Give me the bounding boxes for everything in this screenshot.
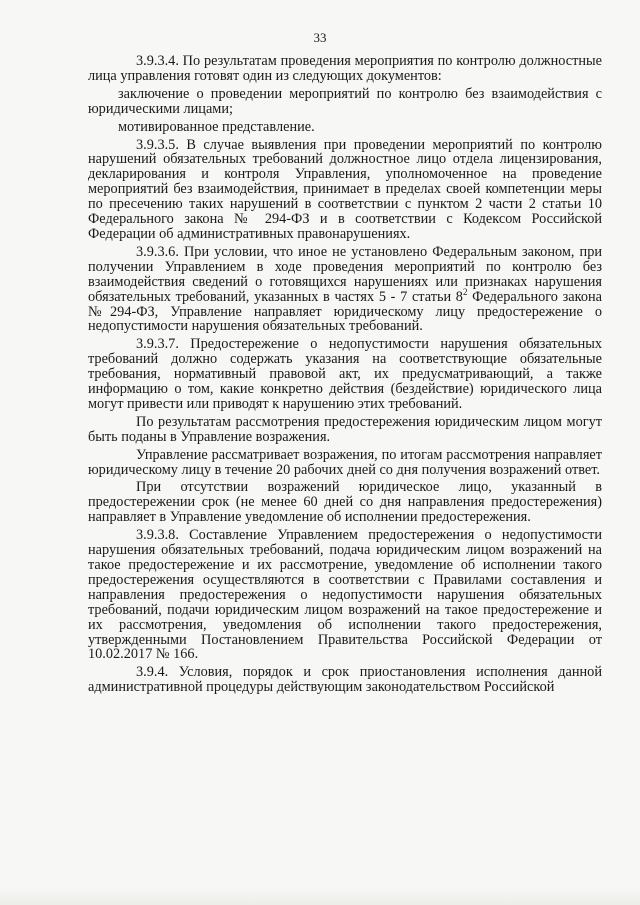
paragraph-3-9-3-6-text-b: Федерального закона №294-ФЗ, Управление направляет юридическому лицу предостережение о недопустимости нарушения обязательных требований. — [88, 288, 603, 335]
paragraph-3-9-3-8: 3.9.3.8. Составление Управлением предостережения о недопустимости нарушения обязательных требований, подача юридическим лицом возражений на такое предостережение и их рассмотрение, уведомление об исполнении такого предостережения осуществляются в соответствии с Правилами составления и направления предостережения о недопустимости нарушения обязательных требований, подачи юридическим лицом возражений на такое предостережение и их рассмотрения, уведомления об исполнении такого предостережения, утвержденными Постановлением Правительства Российской Федерации от 10.02.2017 № 166. — [88, 527, 602, 663]
paragraph-3-9-4: 3.9.4. Условия, порядок и срок приостановления исполнения данной административной процедуры действующим законодательством Российской — [88, 664, 602, 696]
scan-edge-shading — [0, 887, 640, 905]
page-number: 33 — [313, 30, 327, 45]
paragraph-3-9-3-4: 3.9.3.4. По результатам проведения мероприятия по контролю должностные лица управления готовят один из следующих документов: — [88, 53, 602, 84]
paragraph-3-9-3-6 — [88, 245, 602, 334]
paragraph-objections-filed: По результатам рассмотрения предостережения юридическим лицом могут быть поданы в Управление возражения. — [88, 413, 602, 445]
paragraph-list-item-motivated-submission: мотивированное представление. — [118, 118, 315, 135]
paragraph-objections-reviewed: Управление рассматривает возражения, по итогам рассмотрения направляет юридическому лицу в течение 20 рабочих дней со дня получения возражений ответ. — [88, 446, 602, 478]
paragraph-3-9-3-7: 3.9.3.7. Предостережение о недопустимости нарушения обязательных требований должно содержать указания на соответствующие обязательные требования, нормативный правовой акт, их предусматривающий, а также информацию о том, какие конкретно действия (бездействие) юридического лица могут привести или приводят к нарушению этих требований. — [88, 336, 602, 412]
paragraph-3-9-3-6-text-a: 3.9.3.6. При условии, что иное не установлено Федеральным законом, при получении Управлением в ходе проведения мероприятий по контролю без взаимодействия сведений о готовящихся нарушениях или признаках нарушения обязательных требований, указанных в частях 5 - 7 статьи 8 — [88, 243, 602, 305]
paragraph-list-item-conclusion: заключение о проведении мероприятий по контролю без взаимодействия с юридическими лицами; — [88, 85, 602, 117]
superscript-article-8: 2 — [462, 286, 468, 297]
paragraph-no-objections: При отсутствии возражений юридическое лицо, указанный в предостережении срок (не менее 60 дней со дня направления предостережения) направляет в Управление уведомление об исполнении предостережения. — [88, 479, 602, 526]
paragraph-3-9-3-5: 3.9.3.5. В случае выявления при проведении мероприятий по контролю нарушений обязательных требований должностное лицо отдела лицензирования, декларирования и контроля Управления, уполномоченное на проведение мероприятий без взаимодействия, принимает в пределах своей компетенции меры по пресечению таких нарушений в соответствии с пунктом 2 части 2 статьи 10 Федерального закона № 294-ФЗ и в соответствии с Кодексом Российской Федерации об административных правонарушениях. — [88, 136, 602, 242]
